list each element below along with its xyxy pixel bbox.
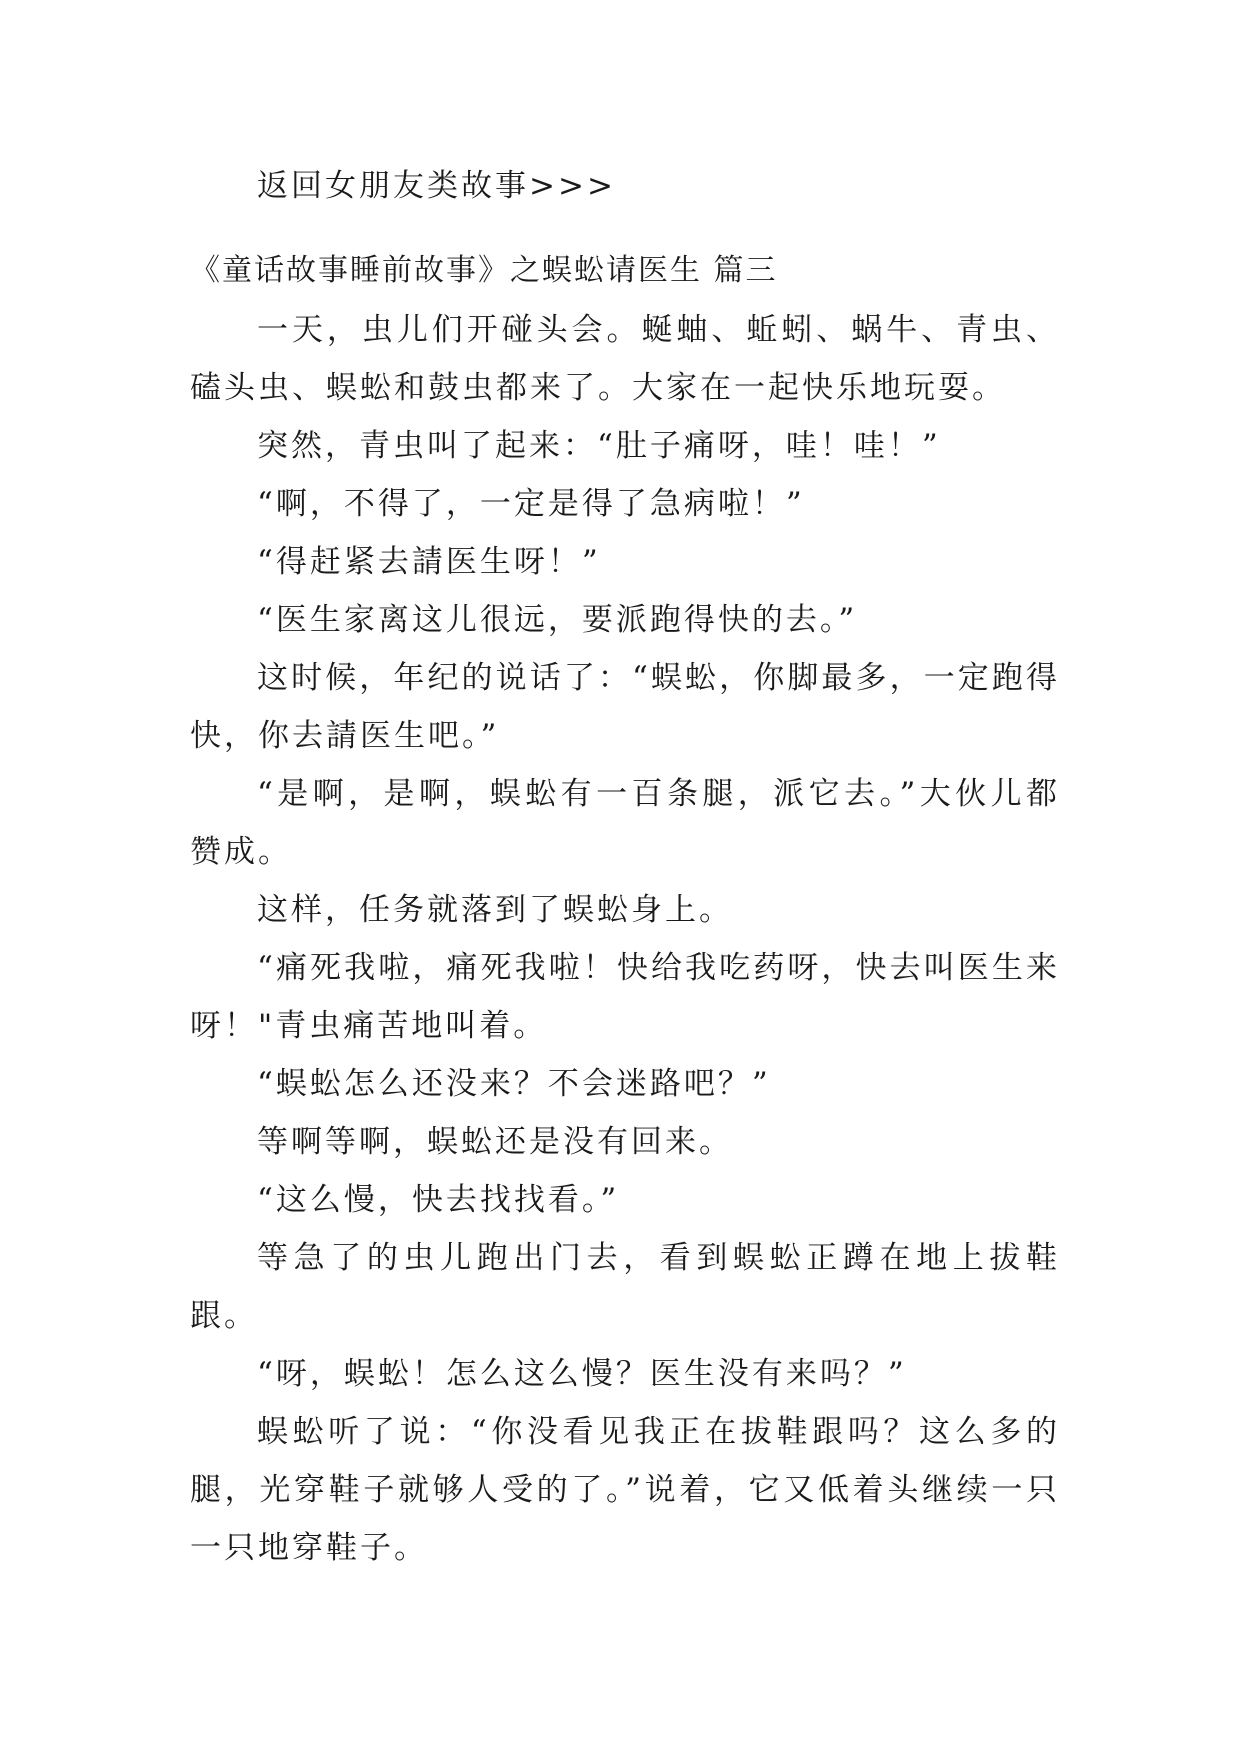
story-paragraph: “得赶紧去請医生呀！”: [257, 544, 601, 580]
story-paragraph: 这样，任务就落到了蜈蚣身上。: [257, 892, 733, 928]
story-paragraph: “医生家离这儿很远，要派跑得快的去。”: [257, 602, 858, 638]
story-paragraph: “呀，蜈蚣！怎么这么慢？医生没有来吗？”: [257, 1356, 907, 1392]
story-paragraph: “这么慢，快去找找看。”: [257, 1182, 620, 1218]
story-paragraph: “蜈蚣怎么还没来？不会迷路吧？”: [257, 1066, 771, 1102]
story-content: [190, 249, 1060, 1577]
story-title: 《童话故事睡前故事》之蜈蚣请医生 篇三: [190, 253, 778, 288]
back-to-category-link[interactable]: 返回女朋友类故事>>>: [257, 168, 616, 204]
story-paragraph: “是啊，是啊，蜈蚣有一百条腿，派它去。”大伙儿都赞成。: [190, 776, 1060, 870]
story-paragraph: 突然，青虫叫了起来：“肚子痛呀，哇！哇！”: [257, 428, 941, 464]
story-paragraph: “啊，不得了，一定是得了急病啦！”: [257, 486, 805, 522]
story-paragraph: “痛死我啦，痛死我啦！快给我吃药呀，快去叫医生来呀！"青虫痛苦地叫着。: [190, 950, 1060, 1044]
story-paragraph: 一天，虫儿们开碰头会。蜒蚰、蚯蚓、蜗牛、青虫、磕头虫、蜈蚣和鼓虫都来了。大家在一起快乐地玩耍。: [190, 312, 1060, 406]
story-paragraph: 等啊等啊，蜈蚣还是没有回来。: [257, 1124, 733, 1160]
story-paragraph: 蜈蚣听了说：“你没看见我正在拔鞋跟吗？这么多的腿，光穿鞋子就够人受的了。”说着，它又低着头继续一只一只地穿鞋子。: [190, 1414, 1060, 1566]
story-paragraph: 等急了的虫儿跑出门去，看到蜈蚣正蹲在地上拔鞋跟。: [190, 1240, 1060, 1334]
story-paragraph: 这时候，年纪的说话了：“蜈蚣，你脚最多，一定跑得快，你去請医生吧。”: [190, 660, 1060, 754]
